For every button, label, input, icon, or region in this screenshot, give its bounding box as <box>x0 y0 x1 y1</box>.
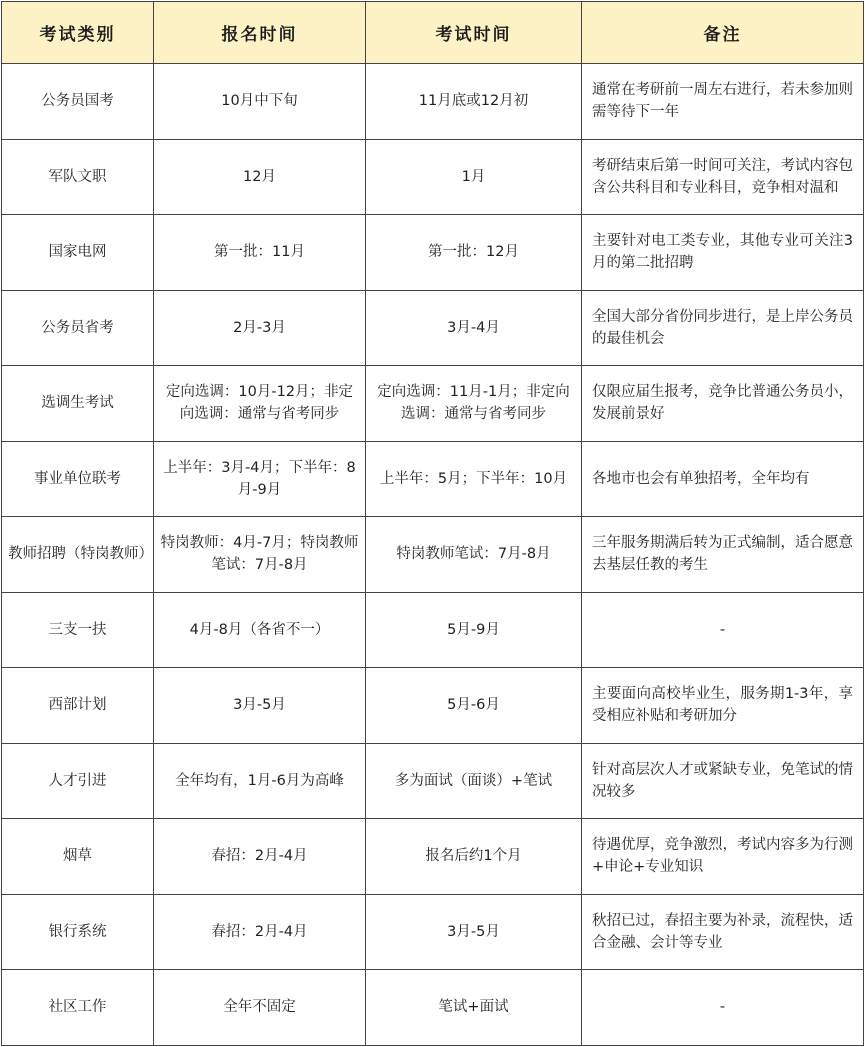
table-row <box>2 64 864 140</box>
cell-registration: 春招：2月-4月 <box>154 894 366 970</box>
cell-registration: 2月-3月 <box>154 290 366 366</box>
cell-category: 社区工作 <box>2 970 154 1046</box>
cell-category: 选调生考试 <box>2 366 154 442</box>
header-note: 备注 <box>582 2 864 64</box>
table-row <box>2 139 864 215</box>
cell-note: 三年服务期满后转为正式编制，适合愿意去基层任教的考生 <box>582 517 864 593</box>
cell-category: 银行系统 <box>2 894 154 970</box>
cell-exam: 定向选调：11月-1月；非定向选调：通常与省考同步 <box>366 366 582 442</box>
table-header-row <box>2 2 864 64</box>
table-row <box>2 819 864 895</box>
cell-category: 公务员国考 <box>2 64 154 140</box>
cell-registration: 特岗教师：4月-7月；特岗教师笔试：7月-8月 <box>154 517 366 593</box>
cell-note: - <box>582 592 864 668</box>
table-row <box>2 668 864 744</box>
cell-note: 全国大部分省份同步进行，是上岸公务员的最佳机会 <box>582 290 864 366</box>
cell-category: 烟草 <box>2 819 154 895</box>
exam-schedule-table <box>1 1 864 1046</box>
cell-exam: 1月 <box>366 139 582 215</box>
cell-registration: 第一批：11月 <box>154 215 366 291</box>
cell-note: 各地市也会有单独招考，全年均有 <box>582 441 864 517</box>
cell-exam: 报名后约1个月 <box>366 819 582 895</box>
cell-registration: 10月中下旬 <box>154 64 366 140</box>
cell-category: 事业单位联考 <box>2 441 154 517</box>
cell-registration: 上半年：3月-4月；下半年：8月-9月 <box>154 441 366 517</box>
table-row <box>2 366 864 442</box>
cell-category: 人才引进 <box>2 743 154 819</box>
table-row <box>2 743 864 819</box>
cell-note: 主要针对电工类专业，其他专业可关注3月的第二批招聘 <box>582 215 864 291</box>
table-row <box>2 441 864 517</box>
header-registration-time: 报名时间 <box>154 2 366 64</box>
cell-registration: 定向选调：10月-12月；非定向选调：通常与省考同步 <box>154 366 366 442</box>
cell-category: 公务员省考 <box>2 290 154 366</box>
cell-exam: 11月底或12月初 <box>366 64 582 140</box>
cell-exam: 多为面试（面谈）+笔试 <box>366 743 582 819</box>
table-row <box>2 894 864 970</box>
cell-note: 通常在考研前一周左右进行，若未参加则需等待下一年 <box>582 64 864 140</box>
header-exam-time: 考试时间 <box>366 2 582 64</box>
cell-note: 待遇优厚，竞争激烈，考试内容多为行测+申论+专业知识 <box>582 819 864 895</box>
cell-note: 考研结束后第一时间可关注，考试内容包含公共科目和专业科目，竞争相对温和 <box>582 139 864 215</box>
cell-category: 军队文职 <box>2 139 154 215</box>
table-row <box>2 970 864 1046</box>
cell-exam: 第一批：12月 <box>366 215 582 291</box>
cell-registration: 全年不固定 <box>154 970 366 1046</box>
cell-exam: 笔试+面试 <box>366 970 582 1046</box>
table-row <box>2 290 864 366</box>
cell-note: 主要面向高校毕业生，服务期1-3年，享受相应补贴和考研加分 <box>582 668 864 744</box>
cell-exam: 5月-6月 <box>366 668 582 744</box>
cell-exam: 上半年：5月；下半年：10月 <box>366 441 582 517</box>
cell-registration: 4月-8月（各省不一） <box>154 592 366 668</box>
cell-category: 西部计划 <box>2 668 154 744</box>
cell-note: 仅限应届生报考，竞争比普通公务员小，发展前景好 <box>582 366 864 442</box>
header-category: 考试类别 <box>2 2 154 64</box>
cell-category: 国家电网 <box>2 215 154 291</box>
cell-registration: 全年均有，1月-6月为高峰 <box>154 743 366 819</box>
cell-registration: 3月-5月 <box>154 668 366 744</box>
table-row <box>2 517 864 593</box>
cell-note: 针对高层次人才或紧缺专业，免笔试的情况较多 <box>582 743 864 819</box>
cell-exam: 5月-9月 <box>366 592 582 668</box>
cell-note: 秋招已过，春招主要为补录，流程快，适合金融、会计等专业 <box>582 894 864 970</box>
cell-category: 三支一扶 <box>2 592 154 668</box>
cell-registration: 春招：2月-4月 <box>154 819 366 895</box>
table-row <box>2 592 864 668</box>
table-row <box>2 215 864 291</box>
cell-exam: 3月-4月 <box>366 290 582 366</box>
cell-category: 教师招聘（特岗教师） <box>2 517 154 593</box>
cell-exam: 3月-5月 <box>366 894 582 970</box>
cell-exam: 特岗教师笔试：7月-8月 <box>366 517 582 593</box>
cell-registration: 12月 <box>154 139 366 215</box>
cell-note: - <box>582 970 864 1046</box>
